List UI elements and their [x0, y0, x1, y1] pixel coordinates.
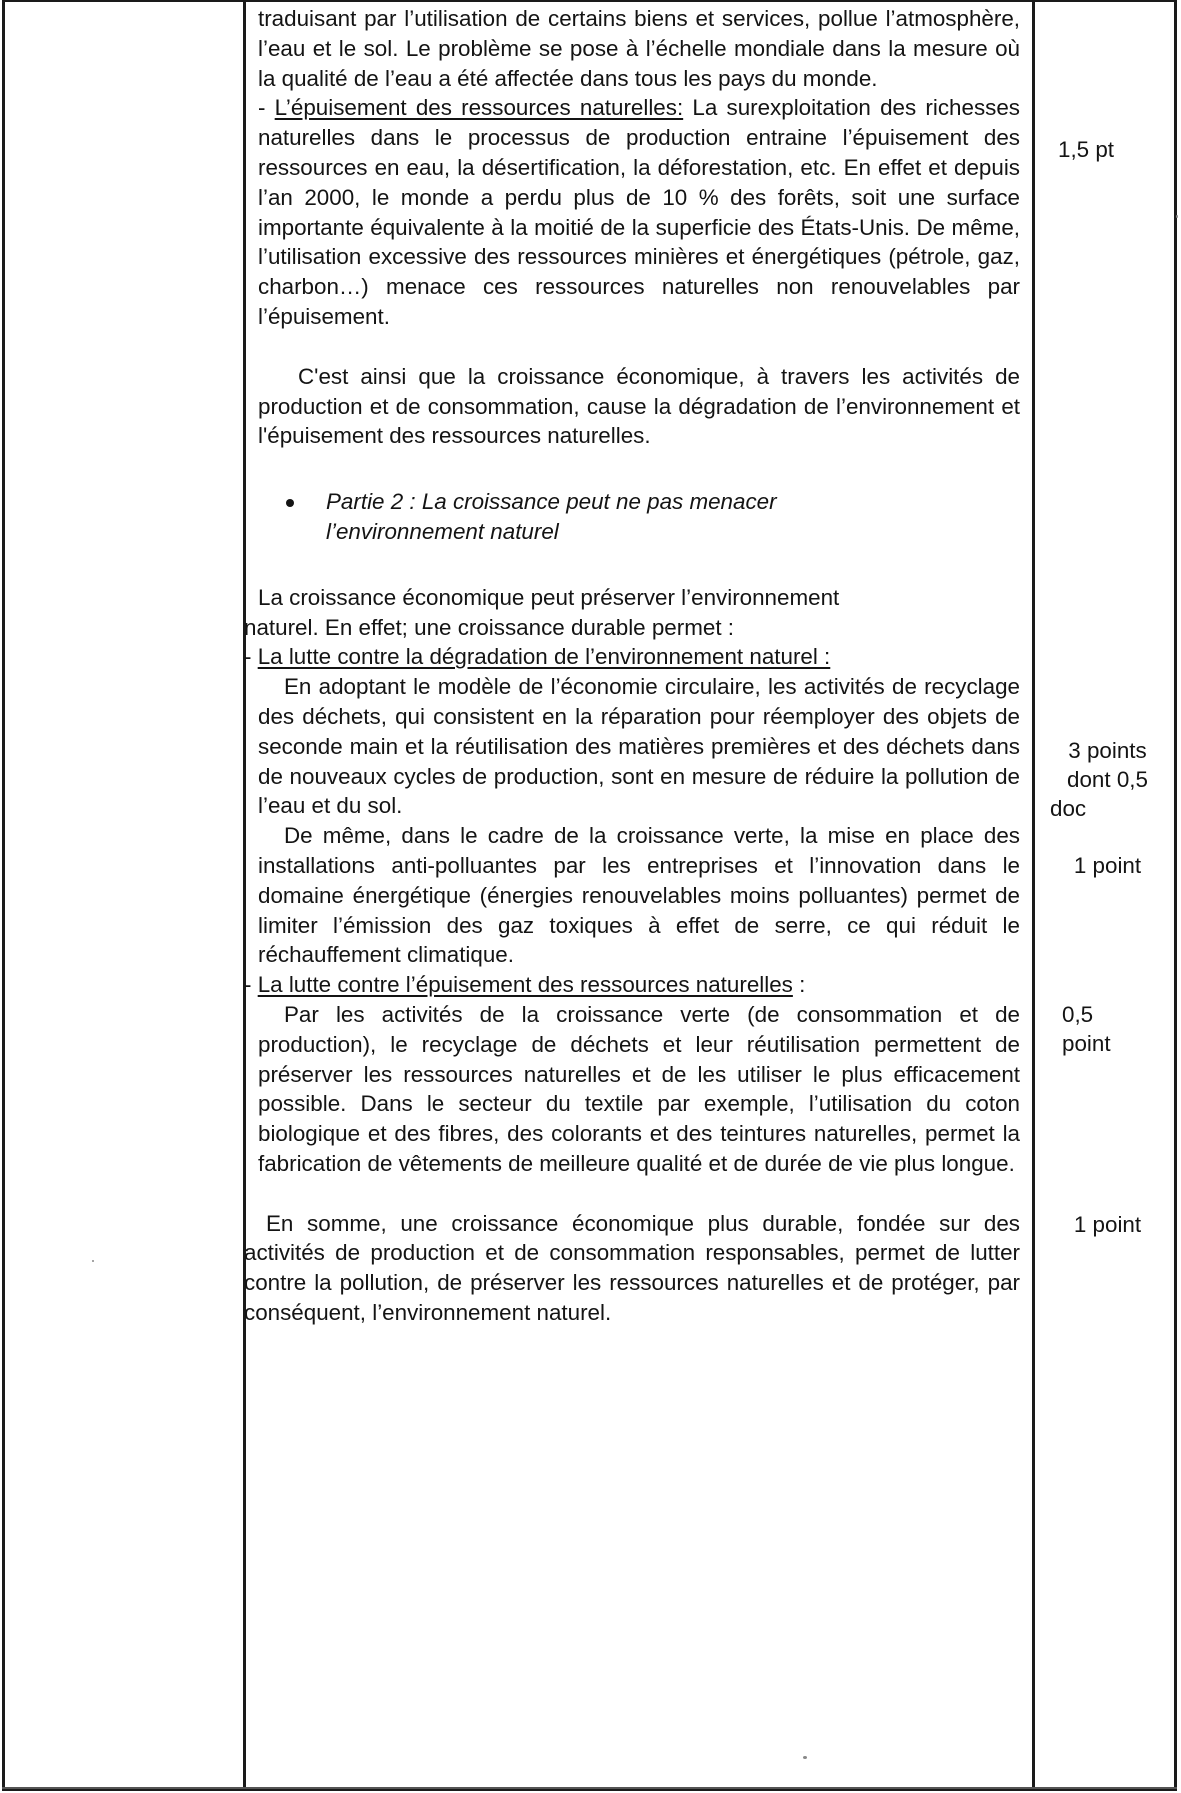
column-divider-right: [1032, 0, 1035, 1791]
points-part2-line3: doc: [1050, 796, 1087, 821]
points-resource-depletion: 1,5 pt: [1058, 137, 1115, 162]
points-circular-economy: 1 point: [1073, 853, 1142, 878]
bottom-rule: [2, 1787, 1177, 1789]
points-part2-line1: 3 points: [1068, 738, 1147, 763]
heading-resource-depletion: L’épuisement des ressources naturelles:: [274, 95, 684, 121]
scan-speck: [803, 1756, 807, 1759]
points-green-growth-line2: point: [1062, 1031, 1111, 1056]
paragraph-circular-economy: En adoptant le modèle de l’économie circulaire, les activités de recyclage des déchets, qui consistent en la réparation pour réemployer des objets de seconde main et la réutilisation des matières premières et des déchets dans de nouveaux cycles de production, sont en mesure de réduire la pollution de l’eau et du sol.: [258, 674, 1020, 819]
heading-fight-depletion-line: [244, 970, 1020, 1000]
heading-fight-depletion: La lutte contre l’épuisement des ressources naturelles: [257, 972, 793, 998]
points-part2-line2: dont 0,5: [1067, 767, 1148, 792]
paragraph-conclusion-part1: C'est ainsi que la croissance économique, à travers les activités de production et de consommation, cause la dégradation de l’environnement et l'épuisement des ressources naturelles.: [258, 363, 1020, 449]
paragraph-pollution-end: traduisant par l’utilisation de certains biens et services, pollue l’atmosphère, l’eau et le sol. Le problème se pose à l’échelle mondiale dans la mesure où la qualité de l’eau a été affectée dans tous les pays du monde.: [258, 6, 1020, 91]
paragraph-recycling: Par les activités de la croissance verte (de consommation et de production), le recyclage de déchets et leur réutilisation permettent de préserver les ressources naturelles et de les utiliser le plus efficacement possible. Dans le secteur du textile par exemple, l’utilisation du coton biologique et des fibres, des colorants et des teintures naturelles, permet la fabrication de vêtements de meilleure qualité et de durée de vie plus longue.: [258, 1001, 1020, 1176]
dash-marker: -: [258, 95, 275, 121]
scan-speck: [92, 1260, 94, 1262]
part2-title-item: [286, 487, 1020, 547]
dash-marker: -: [244, 972, 258, 998]
dash-marker: -: [244, 644, 258, 670]
column-divider-left: [243, 0, 246, 1791]
bullet-dot-icon: [286, 499, 294, 507]
part2-title: Partie 2 : La croissance peut ne pas menacer l’environnement naturel: [326, 489, 777, 544]
points-green-growth: [1062, 1000, 1181, 1058]
body-resource-depletion: La surexploitation des richesses naturelles dans le processus de production entraine l’épuisement des ressources en eau, la désertification, la déforestation, etc. En effet et depuis l’an 2000, le monde a perdu plus de 10 % des forêts, soit une surface importante équivalente à la moitié de la superficie des États-Unis. De même, l’utilisation excessive des ressources minières et énergétiques (pétrole, gaz, charbon…) menace ces ressources naturelles non renouvelables par l’épuisement.: [258, 95, 1020, 329]
paragraph-green-growth: De même, dans le cadre de la croissance verte, la mise en place des installations anti-polluantes par les entreprises et l’innovation dans le domaine énergétique (énergies renouvelables moins polluantes) permet de limiter l’émission des gaz toxiques à effet de serre, ce qui réduit le réchauffement climatique.: [258, 823, 1020, 968]
paragraph-intro-part2: La croissance économique peut préserver l’environnement naturel. En effet; une croissance durable permet :: [244, 584, 840, 640]
scan-speck: [1176, 215, 1178, 218]
answer-text-column: [244, 4, 1020, 1328]
heading-fight-degradation: La lutte contre la dégradation de l’environnement naturel :: [257, 644, 831, 670]
points-green-growth-line1: 0,5: [1062, 1002, 1094, 1027]
paragraph-resource-depletion: [258, 93, 1020, 331]
points-part2-total: [1040, 736, 1175, 823]
paragraph-final-conclusion: En somme, une croissance économique plus durable, fondée sur des activités de production et de consommation responsables, permet de lutter contre la pollution, de préserver les ressources naturelles et de protéger, par conséquent, l’environnement naturel.: [244, 1210, 1020, 1326]
heading-fight-degradation-line: [244, 642, 1020, 672]
heading-suffix: :: [792, 972, 806, 998]
points-recycling: 1 point: [1073, 1212, 1142, 1237]
